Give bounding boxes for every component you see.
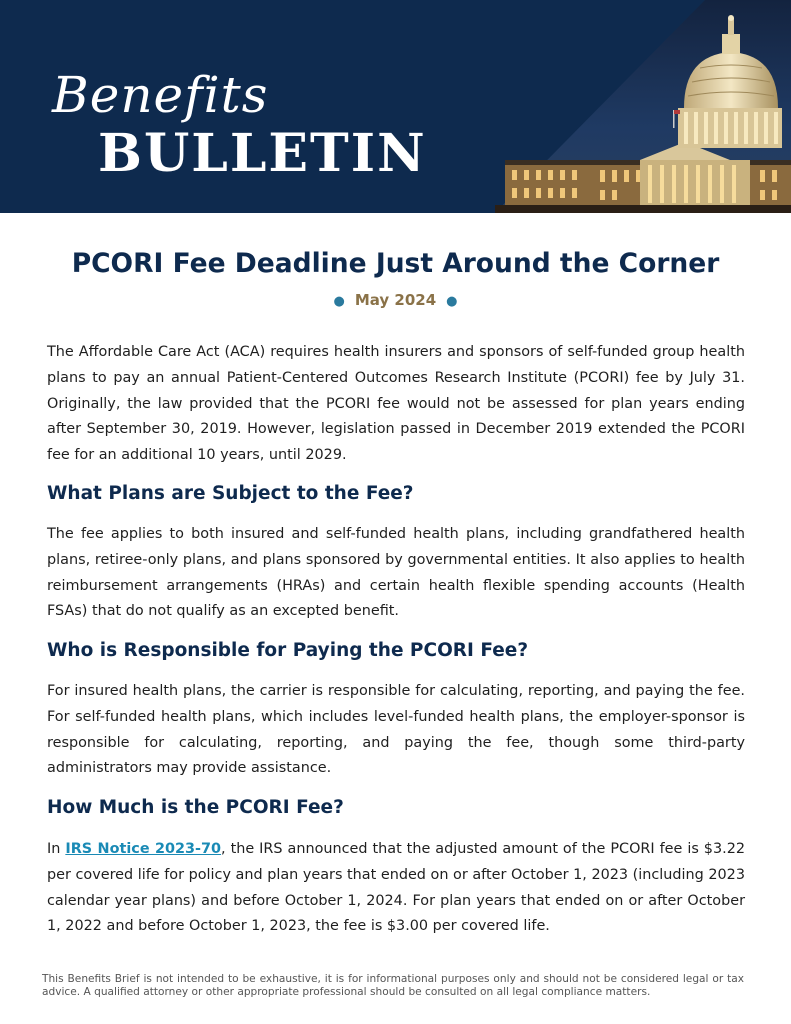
section-body-prefix: In [47, 841, 66, 857]
publish-date: May 2024 [354, 291, 437, 309]
intro-paragraph: The Affordable Care Act (ACA) requires health insurers and sponsors of self-funded group health plans to pay an annual Patient-Centered Outcomes Research Institute (PCORI) fee by July 31. Originally, the law provided that the PCORI fee would not be assessed for plan years ending after September 30, 2019. However, legislation passed in December 2019 extended the PCORI fee for an additional 10 years, until 2029. [47, 344, 745, 464]
section-heading-how-much: How Much is the PCORI Fee? [47, 797, 344, 818]
bullet-dot-icon: ● [333, 294, 345, 309]
irs-notice-link[interactable]: IRS Notice 2023-70 [65, 841, 222, 857]
section-body-how-much [47, 837, 745, 940]
section-body-rest: , the IRS announced that the adjusted amount of the PCORI fee is $3.22 per covered life for policy and plan years that ended on or after October 1, 2023 (including 2023 calendar year plans) and before October 1, 2024. For plan years that ended on or after October 1, 2022 and before October 1, 2023, the fee is $3.00 per covered life. [47, 841, 746, 935]
masthead-script-title: Benefits [52, 66, 269, 124]
bullet-dot-icon: ● [446, 294, 458, 309]
header-banner [0, 0, 791, 213]
dateline [0, 291, 791, 309]
section-heading-plans-subject: What Plans are Subject to the Fee? [47, 483, 414, 504]
masthead-bold-title: BULLETIN [98, 123, 427, 184]
page-title: PCORI Fee Deadline Just Around the Corner [71, 248, 720, 279]
section-body-plans-subject: The fee applies to both insured and self-funded health plans, including grandfathered health plans, retiree-only plans, and plans sponsored by governmental entities. It also applies to health reimbursement arrangements (HRAs) and certain health flexible spending accounts (Health FSAs) that do not qualify as an excepted benefit. [47, 526, 745, 620]
section-heading-who-responsible: Who is Responsible for Paying the PCORI Fee? [47, 640, 529, 661]
footer-disclaimer: This Benefits Brief is not intended to be exhaustive, it is for informational purposes only and should not be considered legal or tax advice. A qualified attorney or other appropriate professional should be consulted on all legal compliance matters. [42, 973, 744, 998]
section-body-who-responsible: For insured health plans, the carrier is responsible for calculating, reporting, and paying the fee. For self-funded health plans, which includes level-funded health plans, the employer-sponsor is responsible for calculating, reporting, and paying the fee, though some third-party administrators may provide assistance. [47, 683, 745, 777]
